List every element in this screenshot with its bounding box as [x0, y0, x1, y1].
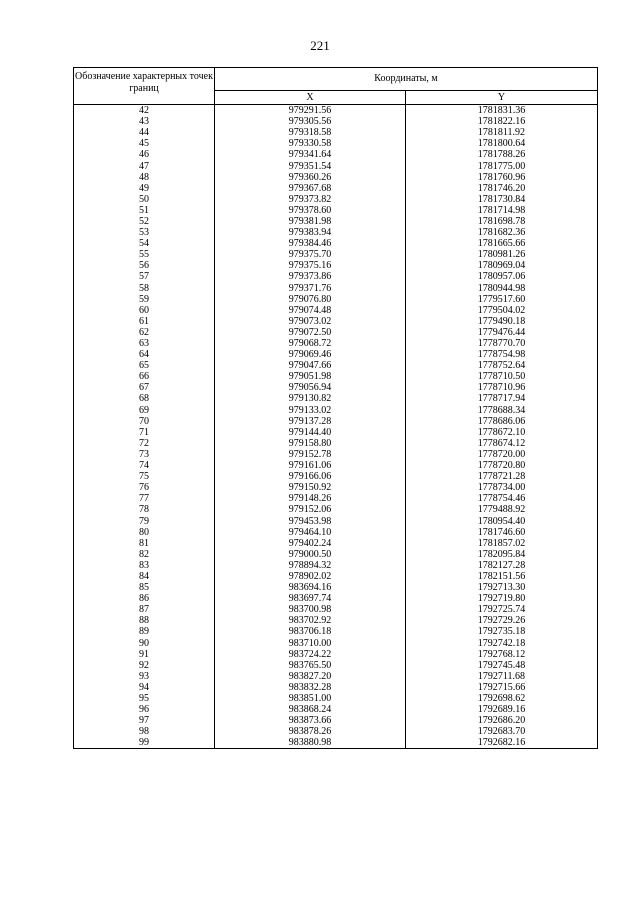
point-number-cell: 65	[74, 360, 215, 371]
x-coordinate-cell: 979373.82	[215, 194, 406, 205]
y-coordinate-cell: 1781730.84	[406, 194, 598, 205]
x-header: X	[215, 91, 406, 105]
y-coordinate-cell: 1780981.26	[406, 249, 598, 260]
point-number-cell: 90	[74, 638, 215, 649]
table-row	[74, 393, 598, 404]
x-coordinate-cell: 983765.50	[215, 660, 406, 671]
x-coordinate-cell: 979074.48	[215, 305, 406, 316]
y-coordinate-cell: 1782095.84	[406, 549, 598, 560]
table-row	[74, 238, 598, 249]
table-row	[74, 316, 598, 327]
point-number-cell: 94	[74, 682, 215, 693]
y-coordinate-cell: 1781665.66	[406, 238, 598, 249]
y-coordinate-cell: 1781788.26	[406, 149, 598, 160]
point-number-cell: 66	[74, 371, 215, 382]
coordinates-table	[73, 67, 598, 749]
point-number-cell: 45	[74, 138, 215, 149]
table-row	[74, 260, 598, 271]
table-row	[74, 249, 598, 260]
x-coordinate-cell: 979378.60	[215, 205, 406, 216]
x-coordinate-cell: 979130.82	[215, 393, 406, 404]
point-number-cell: 55	[74, 249, 215, 260]
y-coordinate-cell: 1781714.98	[406, 205, 598, 216]
y-coordinate-cell: 1778710.50	[406, 371, 598, 382]
x-coordinate-cell: 979144.40	[215, 427, 406, 438]
table-row	[74, 327, 598, 338]
x-coordinate-cell: 979371.76	[215, 283, 406, 294]
point-number-cell: 84	[74, 571, 215, 582]
table-row	[74, 416, 598, 427]
table-row	[74, 460, 598, 471]
y-coordinate-cell: 1778688.34	[406, 405, 598, 416]
y-coordinate-cell: 1780944.98	[406, 283, 598, 294]
y-coordinate-cell: 1779488.92	[406, 504, 598, 515]
x-coordinate-cell: 979051.98	[215, 371, 406, 382]
table-row	[74, 615, 598, 626]
y-coordinate-cell: 1781822.16	[406, 116, 598, 127]
table-row	[74, 360, 598, 371]
point-number-cell: 62	[74, 327, 215, 338]
table-row	[74, 105, 598, 117]
y-coordinate-cell: 1779490.18	[406, 316, 598, 327]
table-row	[74, 405, 598, 416]
point-number-cell: 96	[74, 704, 215, 715]
x-coordinate-cell: 979330.58	[215, 138, 406, 149]
table-row	[74, 504, 598, 515]
table-row	[74, 349, 598, 360]
table-row	[74, 149, 598, 160]
x-coordinate-cell: 983851.00	[215, 693, 406, 704]
point-number-cell: 91	[74, 649, 215, 660]
x-coordinate-cell: 979453.98	[215, 515, 406, 526]
point-number-cell: 95	[74, 693, 215, 704]
table-row	[74, 294, 598, 305]
point-number-cell: 53	[74, 227, 215, 238]
y-coordinate-cell: 1778752.64	[406, 360, 598, 371]
x-coordinate-cell: 983697.74	[215, 593, 406, 604]
y-coordinate-cell: 1778754.98	[406, 349, 598, 360]
y-coordinate-cell: 1780957.06	[406, 271, 598, 282]
y-coordinate-cell: 1778754.46	[406, 493, 598, 504]
point-number-cell: 46	[74, 149, 215, 160]
table-row	[74, 560, 598, 571]
point-number-cell: 42	[74, 105, 215, 117]
y-coordinate-cell: 1781831.36	[406, 105, 598, 117]
y-coordinate-cell: 1778686.06	[406, 416, 598, 427]
y-coordinate-cell: 1781811.92	[406, 127, 598, 138]
y-coordinate-cell: 1780969.04	[406, 260, 598, 271]
y-coordinate-cell: 1778721.28	[406, 471, 598, 482]
x-coordinate-cell: 983710.00	[215, 638, 406, 649]
page-number: 221	[310, 38, 330, 53]
x-coordinate-cell: 983706.18	[215, 626, 406, 637]
point-number-cell: 52	[74, 216, 215, 227]
point-number-cell: 47	[74, 160, 215, 171]
point-number-cell: 93	[74, 671, 215, 682]
x-coordinate-cell: 979150.92	[215, 482, 406, 493]
x-coordinate-cell: 983878.26	[215, 726, 406, 737]
y-coordinate-cell: 1792768.12	[406, 649, 598, 660]
x-coordinate-cell: 979375.70	[215, 249, 406, 260]
x-coordinate-cell: 978894.32	[215, 560, 406, 571]
point-number-cell: 54	[74, 238, 215, 249]
x-coordinate-cell: 979076.80	[215, 294, 406, 305]
y-coordinate-cell: 1782151.56	[406, 571, 598, 582]
x-coordinate-cell: 979161.06	[215, 460, 406, 471]
y-coordinate-cell: 1781857.02	[406, 538, 598, 549]
point-number-cell: 59	[74, 294, 215, 305]
table-row	[74, 715, 598, 726]
y-coordinate-cell: 1792745.48	[406, 660, 598, 671]
point-number-cell: 44	[74, 127, 215, 138]
point-number-cell: 50	[74, 194, 215, 205]
table-row	[74, 638, 598, 649]
table-row	[74, 471, 598, 482]
y-coordinate-cell: 1792682.16	[406, 737, 598, 749]
table-row	[74, 205, 598, 216]
x-coordinate-cell: 979360.26	[215, 172, 406, 183]
y-coordinate-cell: 1778720.80	[406, 460, 598, 471]
y-coordinate-cell: 1778710.96	[406, 382, 598, 393]
x-coordinate-cell: 979069.46	[215, 349, 406, 360]
point-number-cell: 72	[74, 438, 215, 449]
y-coordinate-cell: 1778770.70	[406, 338, 598, 349]
y-coordinate-cell: 1792698.62	[406, 693, 598, 704]
x-coordinate-cell: 983827.20	[215, 671, 406, 682]
x-coordinate-cell: 979152.78	[215, 449, 406, 460]
table-body	[74, 105, 598, 749]
point-number-cell: 89	[74, 626, 215, 637]
y-coordinate-cell: 1792729.26	[406, 615, 598, 626]
table-row	[74, 271, 598, 282]
y-coordinate-cell: 1781746.20	[406, 183, 598, 194]
y-coordinate-cell: 1781682.36	[406, 227, 598, 238]
table-row	[74, 527, 598, 538]
x-coordinate-cell: 979384.46	[215, 238, 406, 249]
point-number-cell: 99	[74, 737, 215, 749]
point-number-cell: 75	[74, 471, 215, 482]
x-coordinate-cell: 983868.24	[215, 704, 406, 715]
point-number-cell: 85	[74, 582, 215, 593]
x-coordinate-cell: 979464.10	[215, 527, 406, 538]
y-coordinate-cell: 1779476.44	[406, 327, 598, 338]
point-number-cell: 81	[74, 538, 215, 549]
table-row	[74, 604, 598, 615]
y-coordinate-cell: 1780954.40	[406, 515, 598, 526]
x-coordinate-cell: 979056.94	[215, 382, 406, 393]
x-coordinate-cell: 979152.06	[215, 504, 406, 515]
table-row	[74, 682, 598, 693]
point-number-cell: 70	[74, 416, 215, 427]
point-number-cell: 76	[74, 482, 215, 493]
x-coordinate-cell: 983832.28	[215, 682, 406, 693]
x-coordinate-cell: 979383.94	[215, 227, 406, 238]
x-coordinate-cell: 979158.80	[215, 438, 406, 449]
y-coordinate-cell: 1792715.66	[406, 682, 598, 693]
table-row	[74, 571, 598, 582]
table-header	[74, 68, 598, 105]
y-coordinate-cell: 1792713.30	[406, 582, 598, 593]
point-number-cell: 88	[74, 615, 215, 626]
table-row	[74, 183, 598, 194]
table-row	[74, 582, 598, 593]
table-row	[74, 704, 598, 715]
table-row	[74, 449, 598, 460]
table-row	[74, 160, 598, 171]
x-coordinate-cell: 983880.98	[215, 737, 406, 749]
y-coordinate-cell: 1779504.02	[406, 305, 598, 316]
point-number-cell: 74	[74, 460, 215, 471]
x-coordinate-cell: 979318.58	[215, 127, 406, 138]
x-coordinate-cell: 979367.68	[215, 183, 406, 194]
table-row	[74, 493, 598, 504]
table-row	[74, 172, 598, 183]
y-coordinate-cell: 1792742.18	[406, 638, 598, 649]
point-number-cell: 83	[74, 560, 215, 571]
table-row	[74, 227, 598, 238]
table-row	[74, 216, 598, 227]
y-coordinate-cell: 1781800.64	[406, 138, 598, 149]
point-number-cell: 43	[74, 116, 215, 127]
table-row	[74, 127, 598, 138]
y-coordinate-cell: 1792689.16	[406, 704, 598, 715]
point-number-cell: 63	[74, 338, 215, 349]
y-coordinate-cell: 1781698.78	[406, 216, 598, 227]
x-coordinate-cell: 983700.98	[215, 604, 406, 615]
point-number-cell: 67	[74, 382, 215, 393]
point-number-cell: 57	[74, 271, 215, 282]
y-coordinate-cell: 1778720.00	[406, 449, 598, 460]
y-coordinate-cell: 1792683.70	[406, 726, 598, 737]
table-row	[74, 482, 598, 493]
y-coordinate-cell: 1782127.28	[406, 560, 598, 571]
y-coordinate-cell: 1778672.10	[406, 427, 598, 438]
x-coordinate-cell: 979000.50	[215, 549, 406, 560]
table-row	[74, 737, 598, 749]
x-coordinate-cell: 979137.28	[215, 416, 406, 427]
point-number-cell: 58	[74, 283, 215, 294]
y-coordinate-cell: 1792725.74	[406, 604, 598, 615]
x-coordinate-cell: 979402.24	[215, 538, 406, 549]
x-coordinate-cell: 979375.16	[215, 260, 406, 271]
table-row	[74, 660, 598, 671]
point-number-cell: 51	[74, 205, 215, 216]
y-coordinate-cell: 1792686.20	[406, 715, 598, 726]
table-row	[74, 382, 598, 393]
table-row	[74, 538, 598, 549]
x-coordinate-cell: 979381.98	[215, 216, 406, 227]
point-number-cell: 97	[74, 715, 215, 726]
table-row	[74, 438, 598, 449]
y-coordinate-cell: 1778734.00	[406, 482, 598, 493]
x-coordinate-cell: 979148.26	[215, 493, 406, 504]
x-coordinate-cell: 979073.02	[215, 316, 406, 327]
point-number-cell: 64	[74, 349, 215, 360]
point-designation-header: Обозначение характерных точек границ	[74, 68, 215, 105]
table-row	[74, 116, 598, 127]
table-row	[74, 305, 598, 316]
y-coordinate-cell: 1778674.12	[406, 438, 598, 449]
point-number-cell: 60	[74, 305, 215, 316]
point-number-cell: 71	[74, 427, 215, 438]
x-coordinate-cell: 983694.16	[215, 582, 406, 593]
table-row	[74, 671, 598, 682]
point-number-cell: 56	[74, 260, 215, 271]
table-row	[74, 693, 598, 704]
x-coordinate-cell: 979305.56	[215, 116, 406, 127]
x-coordinate-cell: 983702.92	[215, 615, 406, 626]
y-coordinate-cell: 1781746.60	[406, 527, 598, 538]
x-coordinate-cell: 979341.64	[215, 149, 406, 160]
x-coordinate-cell: 979072.50	[215, 327, 406, 338]
x-coordinate-cell: 979373.86	[215, 271, 406, 282]
table-row	[74, 515, 598, 526]
y-coordinate-cell: 1779517.60	[406, 294, 598, 305]
x-coordinate-cell: 979166.06	[215, 471, 406, 482]
point-number-cell: 79	[74, 515, 215, 526]
y-coordinate-cell: 1792711.68	[406, 671, 598, 682]
table-row	[74, 626, 598, 637]
table-row	[74, 371, 598, 382]
table-row	[74, 593, 598, 604]
point-number-cell: 68	[74, 393, 215, 404]
point-number-cell: 61	[74, 316, 215, 327]
x-coordinate-cell: 979291.56	[215, 105, 406, 117]
y-coordinate-cell: 1792719.80	[406, 593, 598, 604]
point-number-cell: 78	[74, 504, 215, 515]
point-number-cell: 69	[74, 405, 215, 416]
y-coordinate-cell: 1781775.00	[406, 160, 598, 171]
x-coordinate-cell: 979068.72	[215, 338, 406, 349]
table-row	[74, 726, 598, 737]
point-number-cell: 87	[74, 604, 215, 615]
point-number-cell: 48	[74, 172, 215, 183]
table-row	[74, 427, 598, 438]
x-coordinate-cell: 979047.66	[215, 360, 406, 371]
point-number-cell: 82	[74, 549, 215, 560]
table-row	[74, 549, 598, 560]
point-number-cell: 77	[74, 493, 215, 504]
point-number-cell: 73	[74, 449, 215, 460]
point-number-cell: 92	[74, 660, 215, 671]
y-coordinate-cell: 1792735.18	[406, 626, 598, 637]
x-coordinate-cell: 983873.66	[215, 715, 406, 726]
table-row	[74, 338, 598, 349]
point-number-cell: 98	[74, 726, 215, 737]
point-number-cell: 80	[74, 527, 215, 538]
y-coordinate-cell: 1778717.94	[406, 393, 598, 404]
point-number-cell: 86	[74, 593, 215, 604]
table-row	[74, 194, 598, 205]
y-header: Y	[406, 91, 598, 105]
table-row	[74, 138, 598, 149]
x-coordinate-cell: 978902.02	[215, 571, 406, 582]
x-coordinate-cell: 979133.02	[215, 405, 406, 416]
table-row	[74, 283, 598, 294]
point-number-cell: 49	[74, 183, 215, 194]
coordinates-header: Координаты, м	[215, 68, 598, 91]
table-row	[74, 649, 598, 660]
y-coordinate-cell: 1781760.96	[406, 172, 598, 183]
x-coordinate-cell: 983724.22	[215, 649, 406, 660]
x-coordinate-cell: 979351.54	[215, 160, 406, 171]
